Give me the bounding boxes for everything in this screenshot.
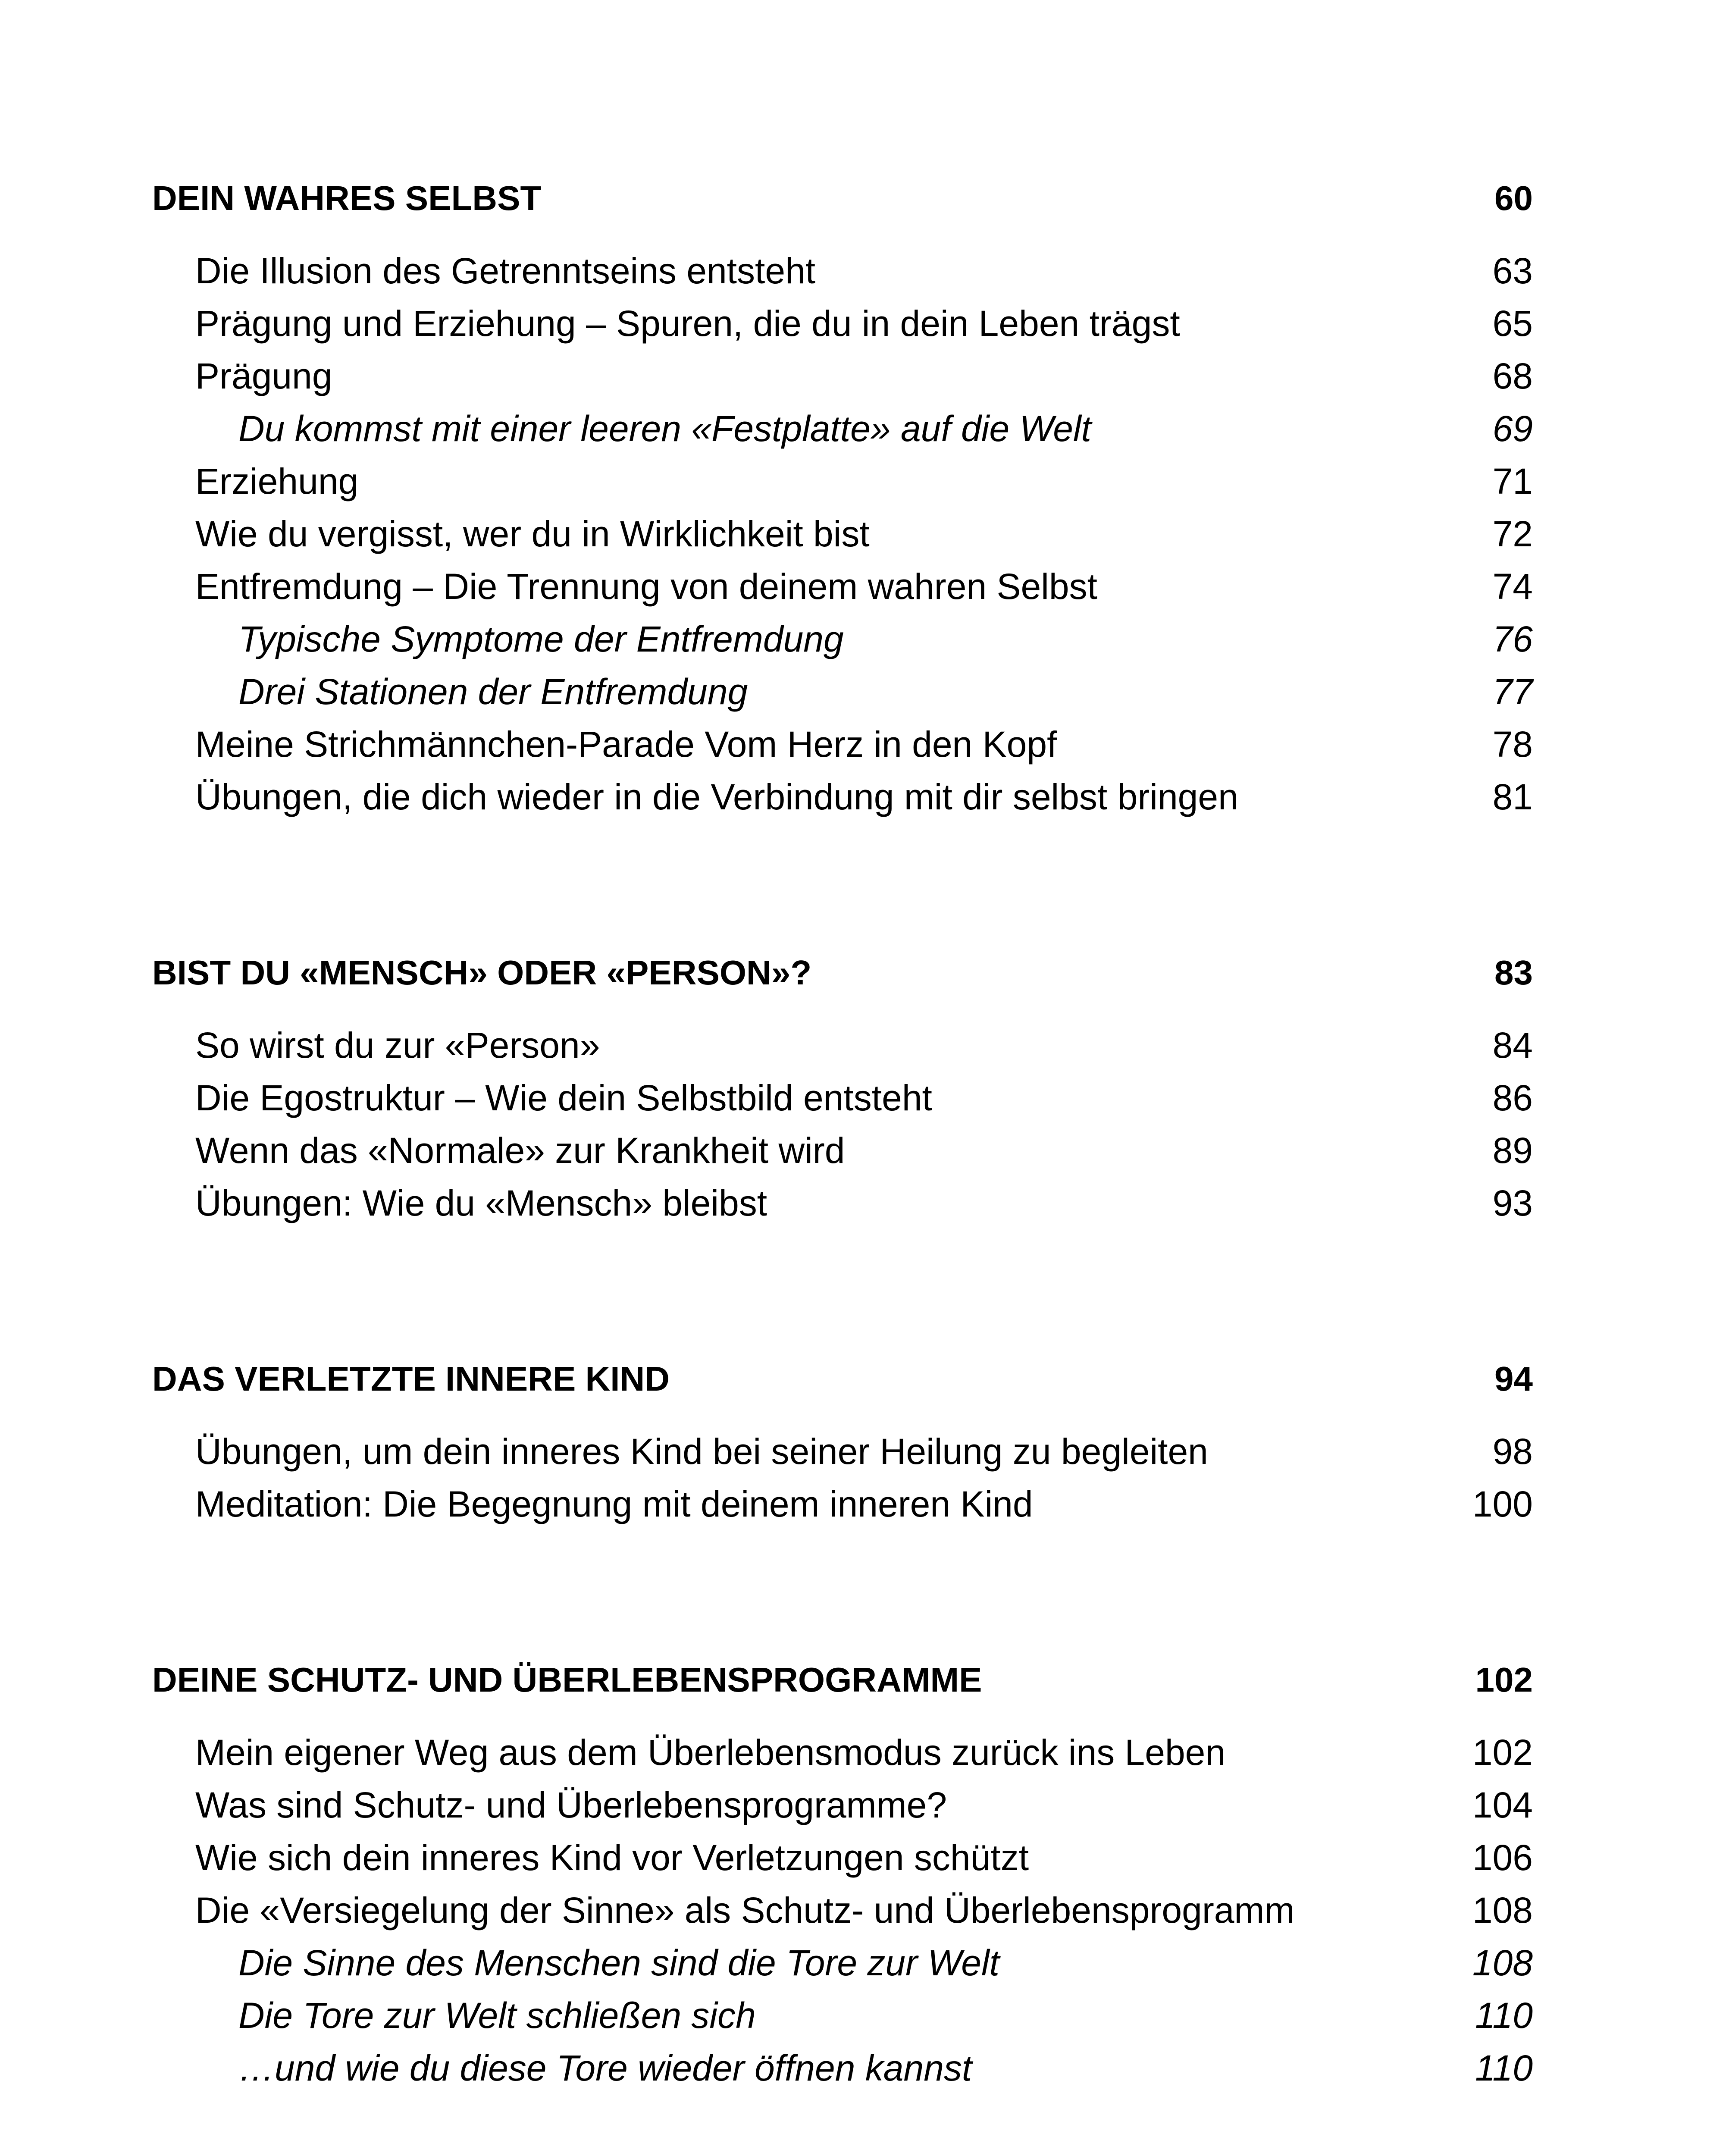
entry-page-number: 98 xyxy=(1492,1431,1533,1472)
toc-subentry xyxy=(152,1937,1533,1989)
entry-title: Meine Strichmännchen-Parade Vom Herz in den Kopf xyxy=(195,724,1057,765)
entry-title: Du kommst mit einer leeren «Festplatte» auf die Welt xyxy=(238,408,1091,449)
chapter-title: DEIN WAHRES SELBST xyxy=(152,179,542,217)
toc-subentry xyxy=(152,665,1533,718)
toc-entry xyxy=(152,560,1533,613)
entry-title: Die «Versiegelung der Sinne» als Schutz- und Überlebensprogramm xyxy=(195,1890,1295,1930)
entry-page-number: 78 xyxy=(1492,724,1533,765)
entry-title: Übungen, die dich wieder in die Verbindung mit dir selbst bringen xyxy=(195,777,1238,817)
toc-entry xyxy=(152,1779,1533,1831)
entry-page-number: 68 xyxy=(1492,356,1533,396)
toc-entry xyxy=(152,718,1533,771)
toc-entry xyxy=(152,508,1533,560)
entry-page-number: 65 xyxy=(1492,303,1533,344)
entry-page-number: 106 xyxy=(1472,1837,1533,1878)
entry-title: Prägung xyxy=(195,356,332,396)
entry-title: Prägung und Erziehung – Spuren, die du in dein Leben trägst xyxy=(195,303,1180,344)
entry-page-number: 89 xyxy=(1492,1130,1533,1171)
chapter-heading xyxy=(152,945,1533,1001)
toc-entry xyxy=(152,455,1533,508)
chapter-page-number: 94 xyxy=(1494,1360,1533,1398)
entry-title: Mein eigener Weg aus dem Überlebensmodus zurück ins Leben xyxy=(195,1732,1226,1773)
entry-title: Wenn das «Normale» zur Krankheit wird xyxy=(195,1130,845,1171)
entry-page-number: 110 xyxy=(1475,2048,1533,2088)
toc-entry xyxy=(152,350,1533,402)
entry-title: Erziehung xyxy=(195,461,359,501)
entry-page-number: 69 xyxy=(1492,408,1533,449)
toc-section xyxy=(152,170,1533,823)
entry-page-number: 108 xyxy=(1472,1890,1533,1930)
entry-title: Typische Symptome der Entfremdung xyxy=(238,619,844,659)
entry-page-number: 74 xyxy=(1492,566,1533,607)
chapter-heading xyxy=(152,1351,1533,1407)
entry-page-number: 86 xyxy=(1492,1078,1533,1118)
toc-subentry xyxy=(152,2042,1533,2094)
entry-page-number: 104 xyxy=(1472,1785,1533,1825)
entry-page-number: 76 xyxy=(1492,619,1533,659)
chapter-title: DAS VERLETZTE INNERE KIND xyxy=(152,1360,670,1398)
entry-page-number: 102 xyxy=(1472,1732,1533,1773)
entry-title: Was sind Schutz- und Überlebensprogramme? xyxy=(195,1785,947,1825)
toc-entry xyxy=(152,1884,1533,1937)
toc-section xyxy=(152,1351,1533,1530)
entry-title: Übungen, um dein inneres Kind bei seiner Heilung zu begleiten xyxy=(195,1431,1208,1472)
entry-title: Die Egostruktur – Wie dein Selbstbild entsteht xyxy=(195,1078,932,1118)
toc-entry xyxy=(152,1478,1533,1530)
toc-entry xyxy=(152,771,1533,823)
toc-section xyxy=(152,945,1533,1229)
chapter-title: BIST DU «MENSCH» ODER «PERSON»? xyxy=(152,953,812,992)
toc-entry xyxy=(152,1019,1533,1072)
entry-page-number: 77 xyxy=(1492,671,1533,712)
entry-title: Wie du vergisst, wer du in Wirklichkeit bist xyxy=(195,514,870,554)
toc-entry xyxy=(152,1726,1533,1779)
entry-title: Die Tore zur Welt schließen sich xyxy=(238,1995,756,2036)
toc-subentry xyxy=(152,613,1533,665)
toc-entry xyxy=(152,1177,1533,1229)
entry-page-number: 108 xyxy=(1472,1943,1533,1983)
chapter-page-number: 102 xyxy=(1475,1661,1533,1699)
toc-entry xyxy=(152,1072,1533,1124)
entry-title: Wie sich dein inneres Kind vor Verletzungen schützt xyxy=(195,1837,1029,1878)
entry-title: Übungen: Wie du «Mensch» bleibst xyxy=(195,1183,767,1223)
toc-entry xyxy=(152,297,1533,350)
chapter-heading xyxy=(152,1652,1533,1708)
entry-title: Die Sinne des Menschen sind die Tore zur Welt xyxy=(238,1943,999,1983)
toc-entry xyxy=(152,244,1533,297)
chapter-title: DEINE SCHUTZ- UND ÜBERLEBENSPROGRAMME xyxy=(152,1661,982,1699)
entry-page-number: 72 xyxy=(1492,514,1533,554)
entry-page-number: 100 xyxy=(1472,1484,1533,1524)
chapter-heading xyxy=(152,170,1533,226)
entry-title: Entfremdung – Die Trennung von deinem wahren Selbst xyxy=(195,566,1097,607)
chapter-page-number: 60 xyxy=(1494,179,1533,217)
toc-entry xyxy=(152,1124,1533,1177)
toc-subentry xyxy=(152,402,1533,455)
entry-page-number: 84 xyxy=(1492,1025,1533,1065)
entry-title: …und wie du diese Tore wieder öffnen kannst xyxy=(238,2048,972,2088)
entry-page-number: 93 xyxy=(1492,1183,1533,1223)
entry-title: So wirst du zur «Person» xyxy=(195,1025,600,1065)
entry-page-number: 81 xyxy=(1492,777,1533,817)
toc-subentry xyxy=(152,1989,1533,2042)
entry-page-number: 63 xyxy=(1492,251,1533,291)
table-of-contents xyxy=(152,170,1533,2094)
entry-title: Meditation: Die Begegnung mit deinem inneren Kind xyxy=(195,1484,1033,1524)
toc-section xyxy=(152,1652,1533,2094)
entry-page-number: 110 xyxy=(1475,1995,1533,2036)
chapter-page-number: 83 xyxy=(1494,953,1533,992)
entry-title: Drei Stationen der Entfremdung xyxy=(238,671,748,712)
entry-page-number: 71 xyxy=(1492,461,1533,501)
toc-entry xyxy=(152,1425,1533,1478)
toc-entry xyxy=(152,1831,1533,1884)
entry-title: Die Illusion des Getrenntseins entsteht xyxy=(195,251,816,291)
